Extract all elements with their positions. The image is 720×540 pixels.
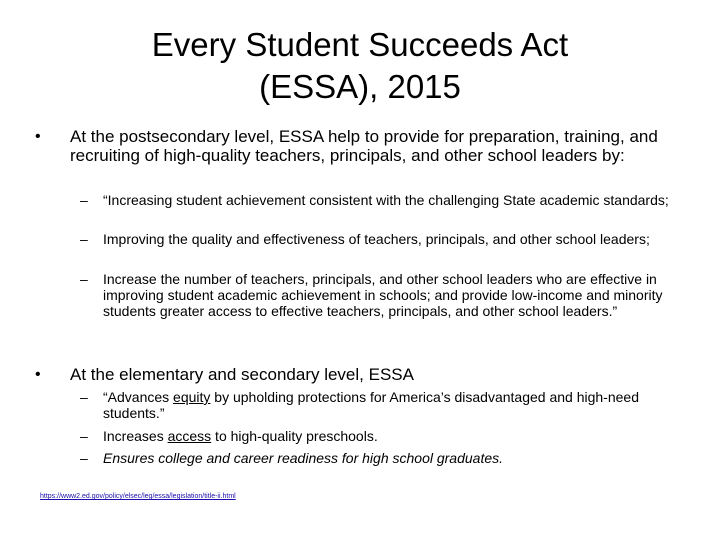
sub-marker: – <box>80 428 88 444</box>
sub-bullet-text: Ensures college and career readiness for high school graduates. <box>103 450 504 466</box>
underlined-word-access: access <box>167 428 212 444</box>
slide-title <box>40 24 680 108</box>
sub-bullet-text: “Increasing student achievement consistent with the challenging State academic standards; <box>103 192 669 208</box>
text-before: “Advances <box>103 389 174 405</box>
sub-marker: – <box>80 192 88 208</box>
source-link[interactable]: https://www2.ed.gov/policy/elsec/leg/essa/legislation/title-ii.html <box>40 493 236 500</box>
text-after: to high-quality preschools. <box>211 428 378 444</box>
sub-marker: – <box>80 389 88 405</box>
bullet-marker: • <box>35 366 41 383</box>
sub-bullet-text: Improving the quality and effectiveness of teachers, principals, and other school leaders; <box>103 231 650 247</box>
bullet-postsecondary-text: At the postsecondary level, ESSA help to provide for preparation, training, and recruiting of high-quality teachers, principals, and other school leaders by: <box>70 127 658 165</box>
sub-bullet-text <box>103 389 683 421</box>
text-before: Increases <box>103 428 168 444</box>
title-line-1: Every Student Succeeds Act <box>151 26 569 63</box>
text-after: by upholding protections for America’s disadvantaged and high-need students.” <box>103 389 639 421</box>
sub-marker: – <box>80 271 88 287</box>
bullet-marker: • <box>35 128 41 145</box>
sub-marker: – <box>80 450 88 466</box>
sub-bullet-text: Increase the number of teachers, principals, and other school leaders who are effective in improving student academic achievement in schools; and provide low-income and minority students greater access to effective teachers, principals, and other school leaders.” <box>103 271 663 319</box>
bullet-elementary-secondary-text: At the elementary and secondary level, ESSA <box>70 365 414 384</box>
sub-bullet-text <box>103 428 683 444</box>
title-line-2: (ESSA), 2015 <box>259 68 461 105</box>
sub-marker: – <box>80 231 88 247</box>
underlined-word-equity: equity <box>173 389 211 405</box>
